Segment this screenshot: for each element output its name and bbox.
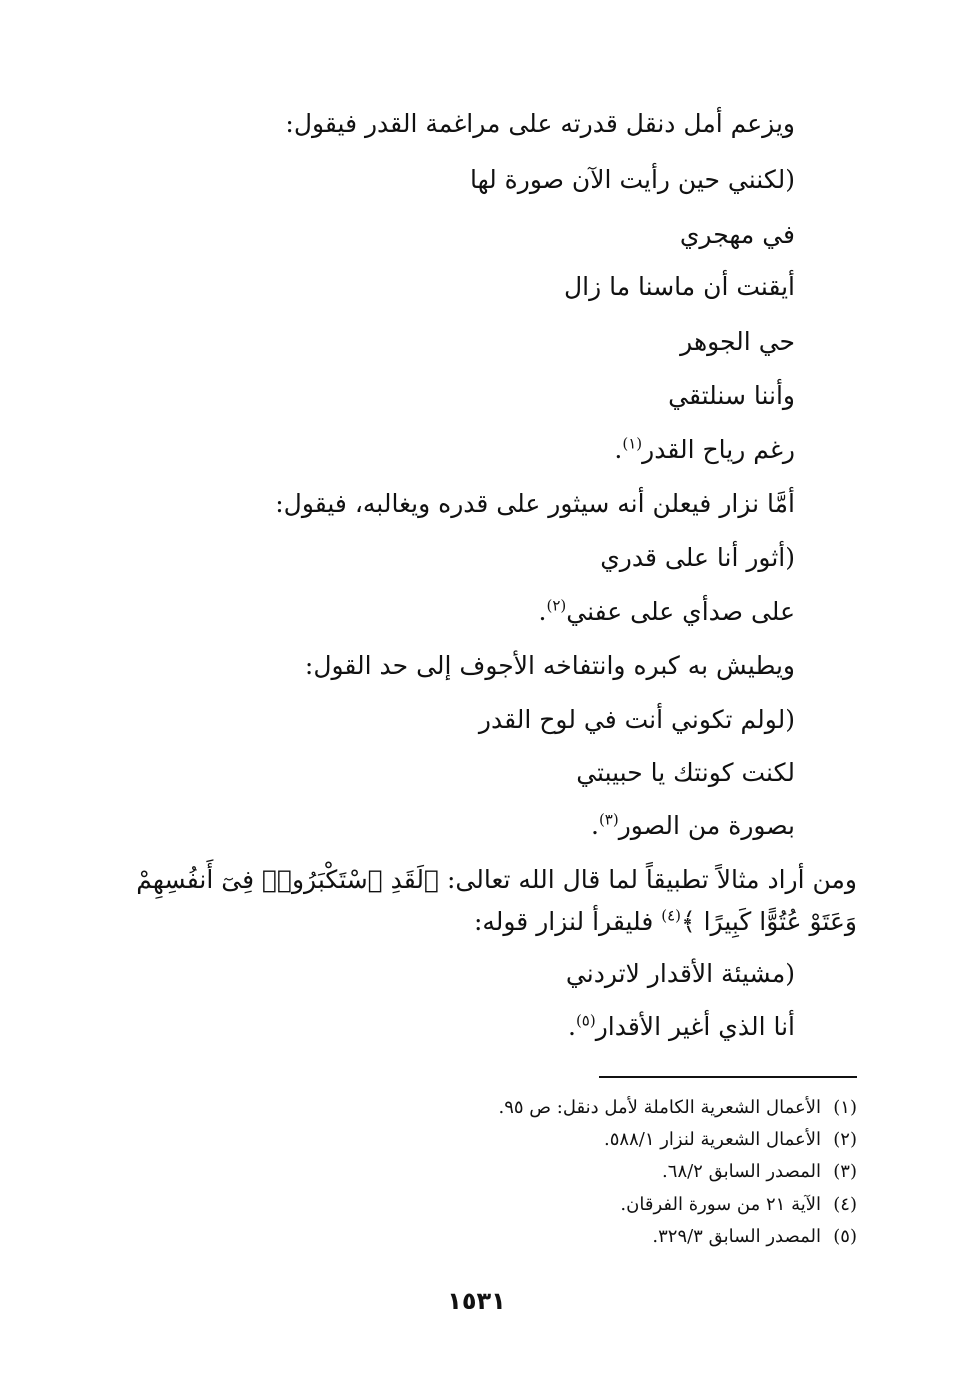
text-run: . (538, 597, 547, 626)
paragraph-line-1 (285, 108, 795, 140)
footnote-1 (499, 1096, 858, 1120)
page-number: ١٥٣١ (447, 1287, 506, 1315)
poem-line-8 (539, 596, 795, 628)
text-run: (أثور أنا على قدري (600, 543, 795, 572)
text-run: على صدأي على عفني (566, 597, 795, 626)
text-run: أنا الذي أغير الأقدار (595, 1012, 795, 1041)
text-run: ويزعم أمل دنقل قدرته على مراغمة القدر فيقول: (285, 109, 795, 138)
text-run: . (614, 435, 623, 464)
poem-line-2 (680, 219, 795, 251)
text-run: (لكنني حين رأيت الآن صورة لها (469, 165, 795, 194)
footnote-number: (١) (833, 1097, 857, 1118)
text-run: ومن أراد مثالاً تطبيقاً لما قال الله تعالى: ﴿لَقَدِ ٱسْتَكْبَرُوا۟ فِىٓ أَنفُسِهِمْ (136, 865, 857, 894)
paragraph-line-2 (275, 488, 795, 520)
footnote-text: الأعمال الشعرية الكاملة لأمل دنقل: ص ٩٥. (498, 1097, 821, 1118)
quran-verse-end: وَعَتَوْ عُتُوًّا كَبِيرًا ﴾ (681, 907, 857, 936)
poem-line-5 (668, 380, 795, 412)
text-run: (لولم تكوني أنت في لوح القدر (478, 705, 795, 734)
poem-line-7 (600, 542, 795, 574)
footnote-4 (620, 1193, 857, 1217)
poem-line-11 (591, 810, 795, 842)
poem-line-10 (576, 757, 795, 789)
poem-line-9 (479, 704, 795, 736)
text-run: حي الجوهر (680, 327, 795, 356)
footnote-mark-4: (٤) (661, 906, 681, 925)
paragraph-line-5 (474, 906, 857, 938)
text-run: . (567, 1012, 576, 1041)
paragraph-line-3 (305, 650, 795, 682)
footnote-3 (662, 1160, 857, 1184)
text-run: ويطيش به كبره وانتفاخه الأجوف إلى حد القول: (304, 651, 795, 680)
footnote-5 (652, 1225, 857, 1249)
text-run: لكنت كونتك يا حبيبتي (576, 758, 795, 787)
text-run: بصورة من الصور (618, 811, 795, 840)
paragraph-line-4 (104, 864, 857, 896)
footnote-number: (٤) (833, 1194, 857, 1215)
poem-line-6 (614, 434, 795, 466)
footnote-mark-5: (٥) (575, 1011, 596, 1030)
footnote-number: (٣) (833, 1161, 857, 1182)
text-run: . (590, 811, 599, 840)
text-run: (مشيئة الأقدار لاتردني (565, 959, 795, 988)
footnote-mark-3: (٣) (598, 810, 619, 829)
poem-line-3 (564, 271, 795, 303)
text-run: أيقنت أن ماسنا ما زال (563, 272, 795, 301)
footnote-text: الأعمال الشعرية لنزار ٥٨٨/١. (604, 1129, 821, 1150)
footnote-text: المصدر السابق ٦٨/٢. (662, 1161, 821, 1182)
footnote-mark-2: (٢) (546, 596, 567, 615)
text-run: في مهجري (679, 220, 795, 249)
poem-line-13 (568, 1011, 795, 1043)
text-run: أمَّا نزار فيعلن أنه سيثور على قدره ويغالبه، فيقول: (275, 489, 795, 518)
footnote-2 (604, 1128, 857, 1152)
footnote-number: (٢) (833, 1129, 857, 1150)
poem-line-1 (470, 164, 795, 196)
footnote-number: (٥) (833, 1226, 857, 1247)
text-run: رغم رياح القدر (642, 435, 795, 464)
footnote-divider (599, 1076, 857, 1078)
footnote-text: المصدر السابق ٣٢٩/٣. (652, 1226, 821, 1247)
poem-line-12 (566, 958, 795, 990)
text-run: فليقرأ لنزار قوله: (473, 907, 662, 936)
footnote-mark-1: (١) (622, 434, 643, 453)
text-run: وأننا سنلتقي (668, 381, 795, 410)
footnote-text: الآية ٢١ من سورة الفرقان. (620, 1194, 821, 1215)
poem-line-4 (680, 326, 795, 358)
